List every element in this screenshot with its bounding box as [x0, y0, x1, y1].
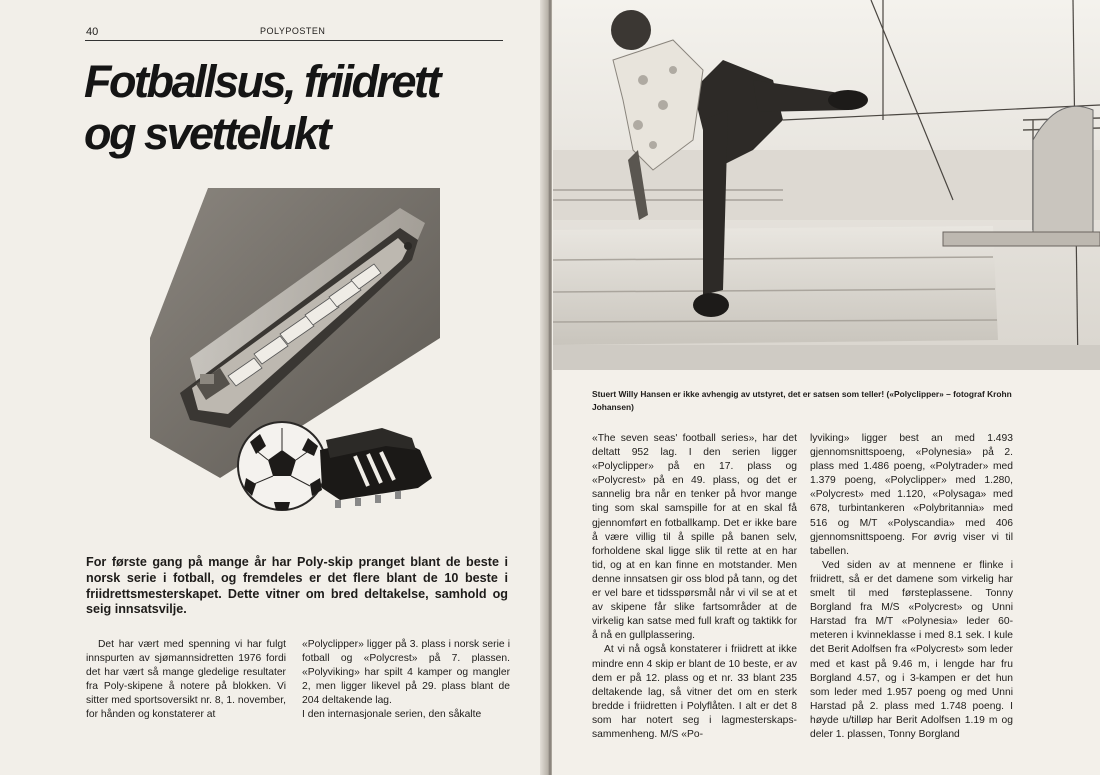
body-column-2 [302, 638, 510, 723]
paragraph: I den internasjonale serien, den såkalte [302, 709, 482, 721]
page-number: 40 [86, 26, 99, 38]
high-jump-photo [553, 0, 1100, 370]
running-head: POLYPOSTEN [260, 26, 326, 36]
header-rule [85, 40, 503, 41]
article-intro: For første gang på mange år har Poly-skip pranget blant de beste i norsk serie i fotball, og fremdeles er det flere blant de 10 beste i friidrettsmesterskapet. Dette vitner om bred deltakelse, samhold og seig innsatsvilje. [86, 555, 508, 617]
article-headline [84, 56, 514, 160]
paragraph: Ved siden av at mennene er flinke i friidrett, så er det damene som virkelig har smelt til med førsteplassene. Tonny Borgland fra M/S «Polycrest» og Unni Harstad fra M/T «Polynesia» leder 60-meteren i kvinneklasse i med 8.1 sek. I kule det Berit Adolfsen fra «Polycrest» som leder med et kast på 9.46 m, i lengde har fru Borgland 4.57, og i 3-kampen er det hun som leder med 1.957 poeng og med Unni Harstad på 2. plass med 1.748 poeng. I høyde u/tilløp har Berit Adolfsen 1.19 m og deler 1. plassen, Tonny Borgland [810, 559, 1013, 740]
photo-caption: Stuert Willy Hansen er ikke avhengig av utstyret, det er satsen som teller! («Polyclipper» – fotograf Krohn Johansen) [592, 389, 1012, 412]
left-page [0, 0, 548, 775]
headline-line-1: Fotballsus, friidrett [84, 56, 440, 107]
paragraph: At vi nå også konstaterer i friidrett at ikke mindre enn 4 skip er blant de 10 beste, er av dem er på 12. plass og et nr. 33 blant 235 deltakende lag, så vitner det om en sterk bredde i friidretten i Polyflåten. I alt er det 8 som har notert seg i lagmesterskaps-sammenheng. M/S «Po- [592, 644, 797, 740]
paragraph: «The seven seas' football series», har det deltatt 952 lag. I den serien ligger «Polyclipper» på en 17. plass og «Polycrest» på en 49. plass, og det er sannelig bra når en tenker på hvor mange ting som skal samspille for at en skal få gjennomført en fotballkamp. Det er ikke bare å være villig til å spille på banen selv, forholdene skal ligge slik til rette at en har tid, og at en kan finne en motstander. Men denne innsatsen gir oss blod på tann, og det er vel bare et tidsspørsmål når vi vil se at et av skipene får slike fartsområder at de virkelig kan satse med full kraft og taktikk for å nå en gullplassering. [592, 433, 797, 642]
body-column-1 [86, 638, 286, 723]
headline-line-2: og svettelukt [84, 108, 330, 159]
ship-football-photo [150, 188, 440, 516]
paragraph: lyviking» ligger best an med 1.493 gjennomsnittspoeng, «Polynesia» på 2. plass med 1.486 poeng, «Polytrader» med 1.379 poeng, «Polyclipper» med 1.280, «Polycrest» med 1.120, «Polysaga» med 678, turbintankeren «Polybritannia» med 516 og M/T «Polyscandia» med 406 gjennomsnittspoeng. For øvrig viser vi til tabellen. [810, 433, 1013, 557]
paragraph: Det har vært med spenning vi har fulgt innspurten av sjømannsidretten 1976 fordi det har vært så mange gledelige resultater fra Poly-skipene å notere på blokken. Vi sitter med sportsoversikt nr. 8, 1. november, for hånden og konstaterer at [86, 639, 286, 721]
paragraph: «Polyclipper» ligger på 3. plass i norsk serie i fotball og «Polycrest» på 7. plassen. «Polyviking» har spilt 4 kamper og mangler 2, men ligger likevel på 29. plass blant de 204 deltakende lag. [302, 639, 510, 707]
body-column-4 [810, 432, 1013, 742]
body-column-3 [592, 432, 797, 742]
